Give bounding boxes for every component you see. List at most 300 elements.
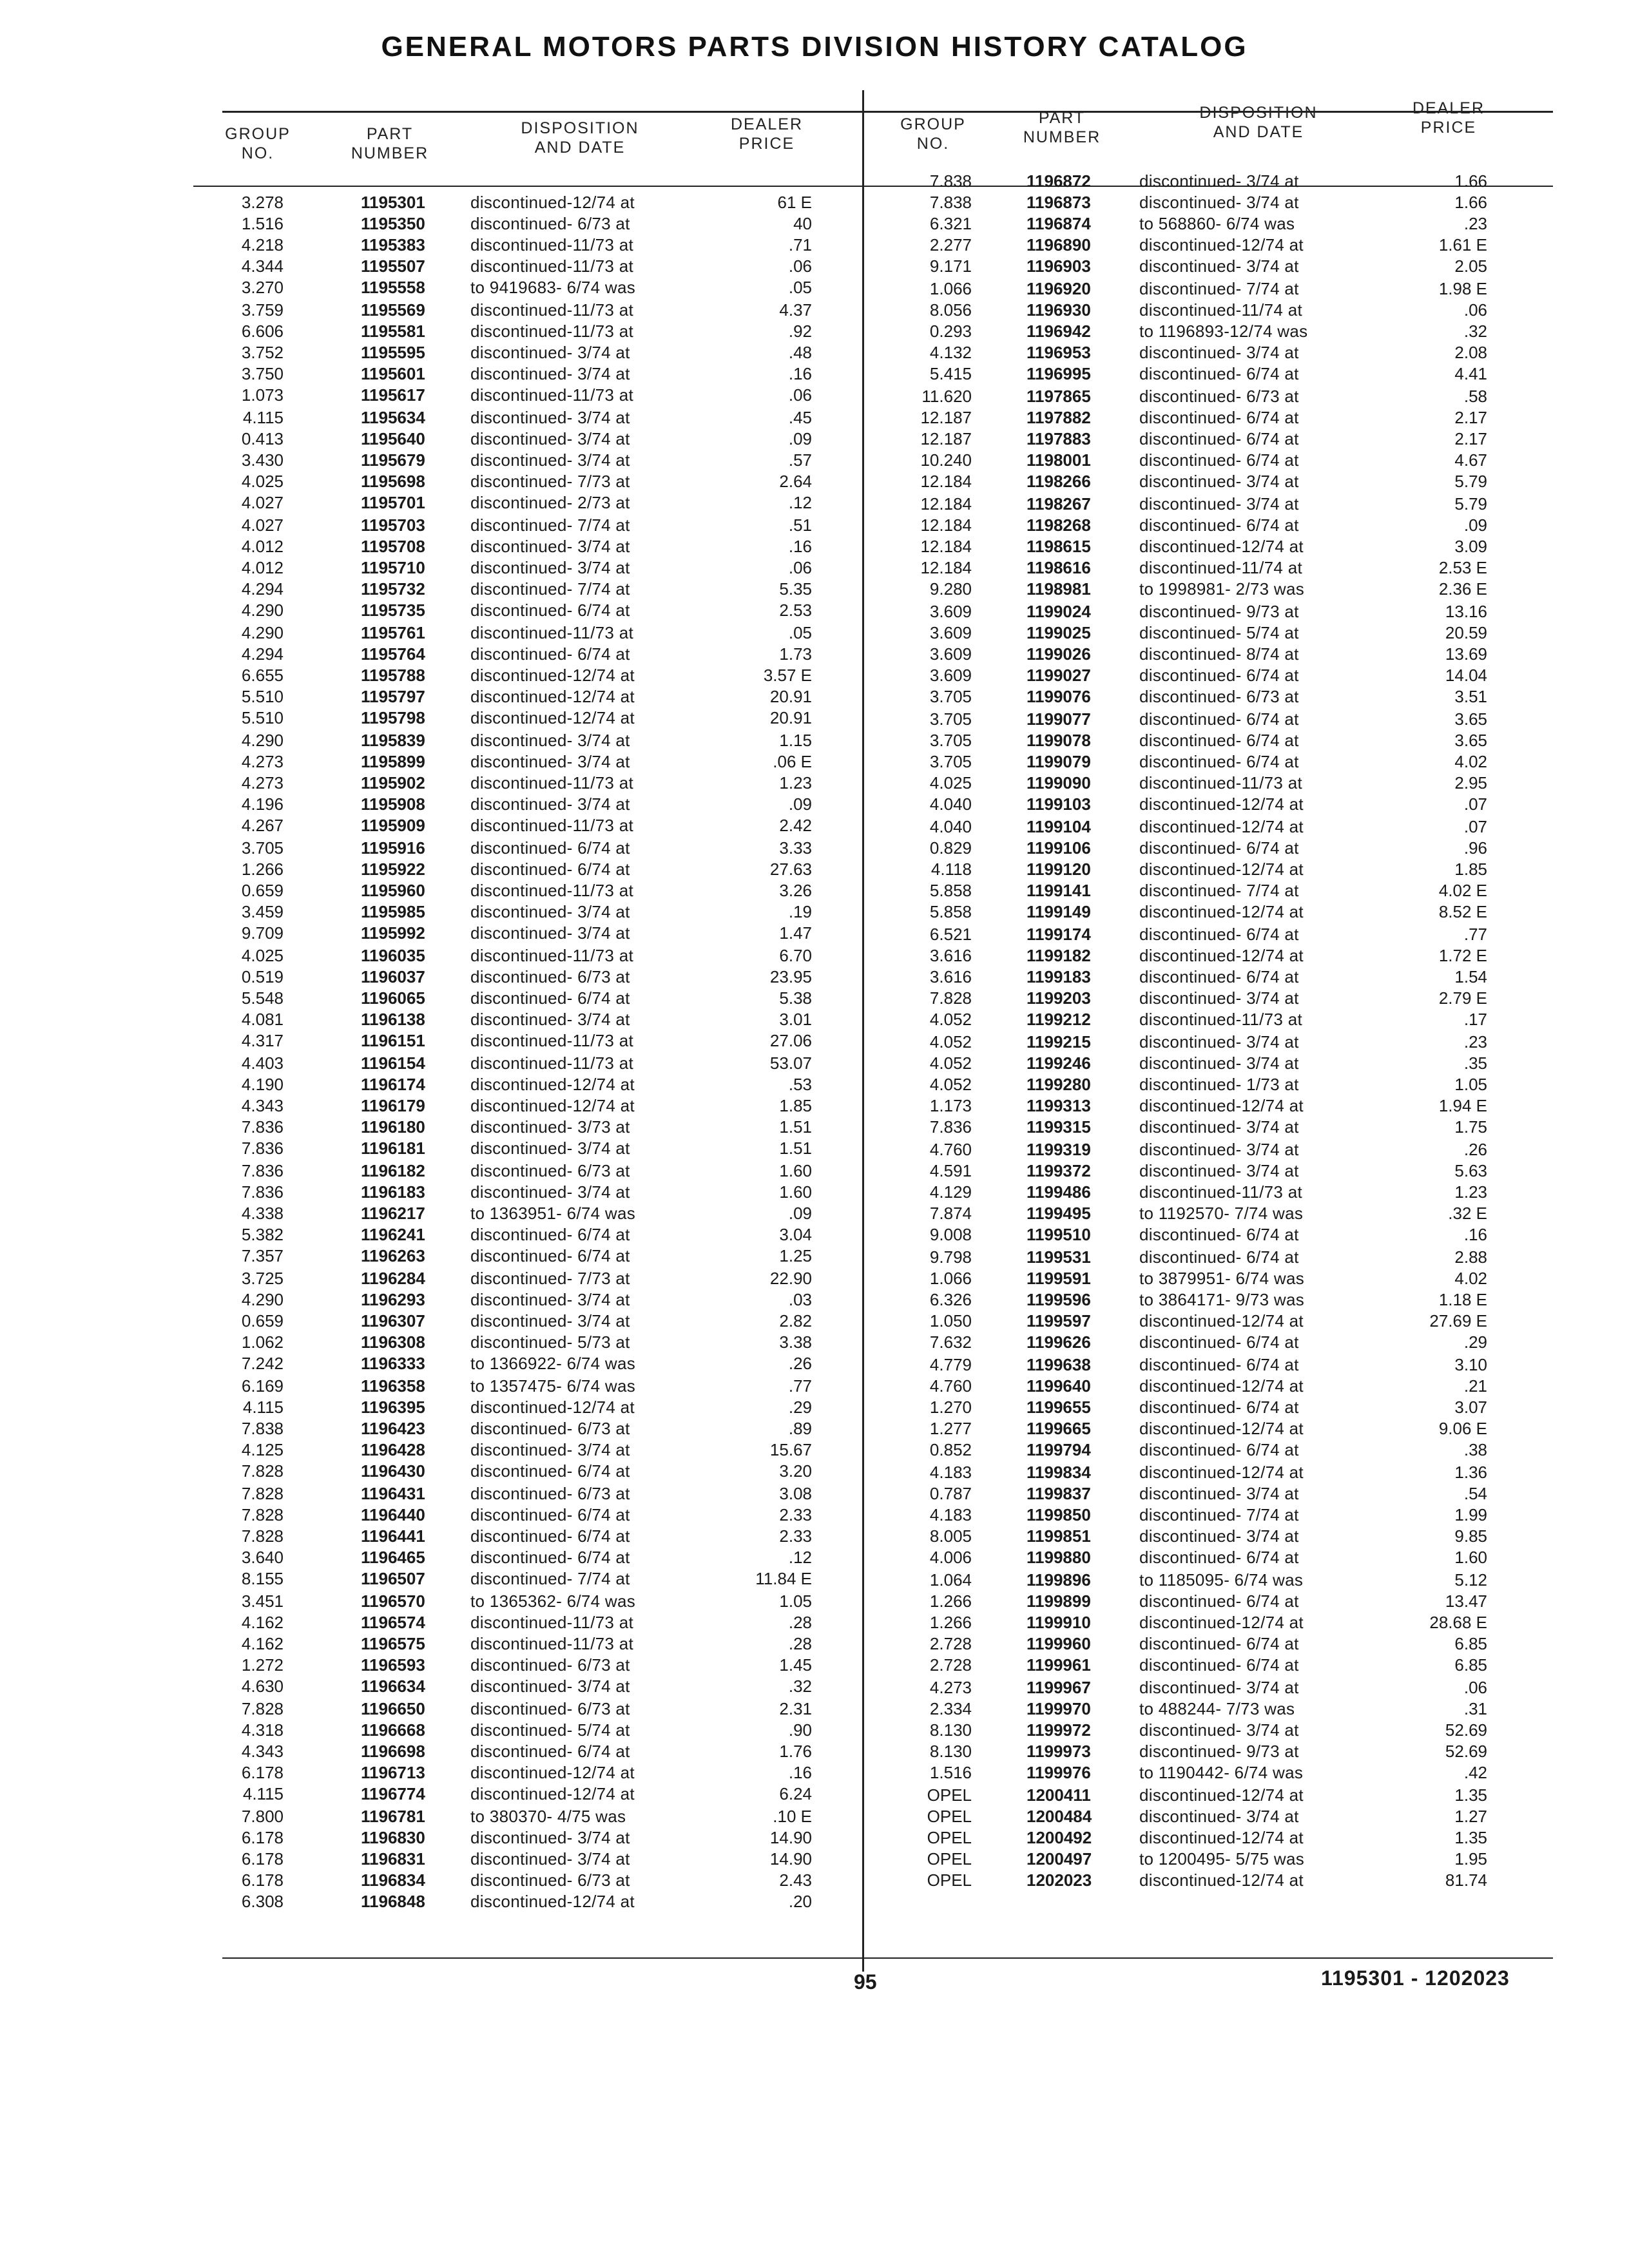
group-number: 4.129 (929, 1182, 972, 1202)
part-number: 1199896 (1027, 1570, 1091, 1590)
disposition: discontinued- 1/73 at (1139, 1075, 1299, 1094)
dealer-price: 1.36 (1454, 1463, 1487, 1482)
dealer-price: .21 (1463, 1376, 1487, 1396)
disposition: to 1366922- 6/74 was (470, 1354, 636, 1373)
group-number: 9.798 (929, 1247, 972, 1267)
disposition: discontinued-12/74 at (1139, 1785, 1304, 1805)
dealer-price: .57 (788, 450, 812, 470)
disposition: discontinued-12/74 at (1139, 1463, 1304, 1482)
dealer-price: 1.60 (779, 1182, 812, 1202)
group-number: 6.326 (929, 1290, 972, 1309)
group-number: 4.006 (929, 1548, 972, 1567)
part-number: 1196182 (361, 1161, 425, 1180)
disposition: discontinued- 3/74 at (1139, 1117, 1299, 1137)
part-number: 1199961 (1027, 1655, 1091, 1675)
group-number: 4.273 (241, 773, 284, 793)
disposition: discontinued- 9/73 at (1139, 1742, 1299, 1761)
part-number: 1196138 (361, 1010, 425, 1029)
part-number: 1199880 (1027, 1548, 1091, 1567)
part-number: 1196395 (361, 1398, 425, 1417)
part-number: 1198268 (1027, 515, 1091, 535)
part-number: 1195569 (361, 300, 425, 320)
bottom-rule (222, 1957, 1553, 1959)
dealer-price: 8.52 E (1438, 902, 1487, 921)
dealer-price: .16 (788, 537, 812, 556)
dealer-price: .26 (1463, 1140, 1487, 1159)
disposition: discontinued- 6/74 at (1139, 1247, 1299, 1267)
group-number: 7.874 (929, 1204, 972, 1223)
part-number: 1196903 (1027, 256, 1091, 276)
dealer-price: .77 (788, 1376, 812, 1396)
disposition: discontinued- 7/73 at (470, 472, 630, 491)
header-price: DEALER PRICE (730, 115, 804, 153)
dealer-price: 5.79 (1454, 472, 1487, 491)
disposition: discontinued-11/73 at (470, 623, 633, 642)
dealer-price: 1.35 (1454, 1785, 1487, 1805)
group-number: 4.290 (241, 623, 284, 642)
part-number: 1196570 (361, 1591, 425, 1611)
dealer-price: 1.05 (1454, 1075, 1487, 1094)
group-number: 1.266 (241, 860, 284, 879)
part-number: 1195708 (361, 537, 425, 556)
dealer-price: 14.04 (1445, 666, 1487, 685)
header-disposition: DISPOSITION AND DATE (1199, 104, 1318, 141)
dealer-price: 2.88 (1454, 1247, 1487, 1267)
disposition: discontinued- 3/74 at (470, 1677, 630, 1696)
part-number: 1199104 (1027, 817, 1091, 836)
group-number: 11.620 (921, 387, 972, 406)
dealer-price: 1.45 (779, 1655, 812, 1675)
dealer-price: .28 (788, 1634, 812, 1653)
dealer-price: .96 (1463, 838, 1487, 858)
group-number: 2.334 (929, 1699, 972, 1718)
part-number: 1199960 (1027, 1634, 1091, 1653)
dealer-price: .16 (788, 364, 812, 383)
group-number: 3.750 (241, 364, 284, 383)
dealer-price: 1.05 (779, 1591, 812, 1611)
dealer-price: .71 (788, 235, 812, 255)
dealer-price: .09 (788, 794, 812, 814)
part-number: 1196890 (1027, 235, 1091, 255)
disposition: discontinued- 7/74 at (1139, 279, 1299, 298)
group-number: 5.858 (929, 902, 972, 921)
dealer-price: .90 (788, 1720, 812, 1740)
disposition: discontinued-11/73 at (470, 946, 633, 965)
part-number: 1196423 (361, 1419, 425, 1438)
dealer-price: 1.85 (779, 1096, 812, 1115)
part-number: 1196465 (361, 1548, 425, 1567)
disposition: discontinued- 3/74 at (470, 1139, 630, 1158)
group-number: 2.277 (929, 235, 972, 255)
part-number: 1199078 (1027, 731, 1091, 750)
group-number: 2.728 (929, 1634, 972, 1653)
group-number: 3.609 (929, 644, 972, 664)
disposition: discontinued- 7/73 at (470, 1269, 630, 1288)
dealer-price: .07 (1463, 794, 1487, 814)
part-number: 1195640 (361, 429, 425, 448)
group-number: 3.430 (241, 450, 284, 470)
disposition: discontinued- 3/74 at (1139, 193, 1299, 212)
group-number: 3.609 (929, 623, 972, 642)
part-number: 1196634 (361, 1677, 425, 1696)
part-number: 1196774 (361, 1784, 425, 1803)
disposition: discontinued-12/74 at (470, 708, 635, 727)
part-number: 1196873 (1027, 193, 1091, 212)
group-number: 4.294 (241, 579, 284, 599)
part-range: 1195301 - 1202023 (1321, 1966, 1510, 1990)
disposition: discontinued- 6/74 at (470, 1742, 630, 1761)
disposition: discontinued- 7/74 at (470, 515, 630, 535)
group-number: 3.278 (241, 193, 284, 212)
right-column (882, 87, 1526, 1890)
disposition: discontinued- 7/74 at (470, 1569, 630, 1588)
disposition: discontinued- 3/74 at (470, 1849, 630, 1869)
disposition: discontinued-12/74 at (470, 1075, 635, 1094)
dealer-price: 1.66 (1454, 193, 1487, 212)
group-number: 4.290 (241, 731, 284, 750)
disposition: discontinued- 6/74 at (1139, 1591, 1299, 1611)
dealer-price: 3.65 (1454, 731, 1487, 750)
part-number: 1196307 (361, 1311, 425, 1331)
group-number: 4.294 (241, 644, 284, 664)
dealer-price: .32 E (1448, 1204, 1487, 1223)
part-number: 1199970 (1027, 1699, 1091, 1718)
group-number: 4.040 (929, 794, 972, 814)
dealer-price: 1.35 (1454, 1828, 1487, 1847)
disposition: to 1196893-12/74 was (1139, 322, 1308, 341)
dealer-price: 9.85 (1454, 1526, 1487, 1546)
disposition: discontinued- 3/74 at (1139, 1720, 1299, 1740)
disposition: discontinued-11/73 at (470, 1053, 633, 1073)
group-number: 0.413 (241, 429, 284, 448)
group-number: 6.606 (241, 322, 284, 341)
disposition: discontinued- 3/74 at (470, 558, 630, 577)
dealer-price: 2.82 (779, 1311, 812, 1331)
dealer-price: .35 (1463, 1053, 1487, 1073)
dealer-price: 11.84 E (755, 1569, 812, 1588)
group-number: 6.178 (241, 1870, 284, 1890)
disposition: discontinued-12/74 at (470, 1096, 635, 1115)
dealer-price: .48 (788, 343, 812, 362)
group-number: 1.266 (929, 1613, 972, 1632)
group-number: 3.759 (241, 300, 284, 320)
group-number: 7.828 (241, 1461, 284, 1481)
part-number: 1196151 (361, 1031, 425, 1050)
disposition: discontinued- 6/74 at (470, 601, 630, 620)
group-number: 4.317 (241, 1031, 284, 1050)
header-group: GROUP NO. (900, 115, 966, 153)
disposition: discontinued-11/73 at (1139, 773, 1302, 793)
dealer-price: 1.54 (1454, 967, 1487, 986)
part-number: 1199851 (1027, 1526, 1091, 1546)
group-number: 1.066 (929, 1269, 972, 1288)
group-number: 12.184 (920, 515, 972, 535)
dealer-price: 20.59 (1445, 623, 1487, 642)
disposition: discontinued-12/74 at (470, 1784, 635, 1803)
dealer-price: 27.63 (769, 860, 812, 879)
group-number: 7.632 (929, 1332, 972, 1352)
disposition: discontinued- 6/73 at (470, 967, 630, 986)
dealer-price: 5.12 (1454, 1570, 1487, 1590)
part-number: 1195617 (361, 385, 425, 405)
group-number: 4.344 (241, 256, 284, 276)
part-number: 1196713 (361, 1763, 425, 1782)
dealer-price: 1.95 (1454, 1849, 1487, 1869)
part-number: 1199090 (1027, 773, 1091, 793)
group-number: 6.655 (241, 666, 284, 685)
left-column (193, 97, 838, 1911)
dealer-price: 1.75 (1454, 1117, 1487, 1137)
dealer-price: 1.23 (1454, 1182, 1487, 1202)
dealer-price: 1.60 (779, 1161, 812, 1180)
dealer-price: .12 (788, 1548, 812, 1567)
disposition: discontinued-12/74 at (470, 1892, 635, 1911)
part-number: 1195595 (361, 343, 425, 362)
disposition: discontinued-12/74 at (1139, 1096, 1304, 1115)
disposition: discontinued- 6/74 at (1139, 515, 1299, 535)
disposition: discontinued-12/74 at (1139, 235, 1304, 255)
part-number: 1196333 (361, 1354, 425, 1373)
dealer-price: 13.69 (1445, 644, 1487, 664)
group-number: 12.184 (920, 558, 972, 577)
disposition: discontinued-11/73 at (470, 322, 633, 341)
part-number: 1195558 (361, 278, 425, 297)
disposition: discontinued- 6/73 at (1139, 387, 1299, 406)
disposition: discontinued- 7/74 at (470, 579, 630, 599)
part-number: 1199486 (1027, 1182, 1091, 1202)
group-number: 2.728 (929, 1655, 972, 1675)
disposition: discontinued-11/73 at (470, 1634, 633, 1653)
dealer-price: 2.33 (779, 1505, 812, 1524)
part-number: 1199850 (1027, 1505, 1091, 1524)
dealer-price: .54 (1463, 1484, 1487, 1503)
part-number: 1195908 (361, 794, 425, 814)
group-number: 1.516 (929, 1763, 972, 1782)
disposition: discontinued-12/74 at (1139, 1311, 1304, 1331)
disposition: discontinued- 3/74 at (470, 1290, 630, 1309)
group-number: 4.779 (929, 1355, 972, 1374)
header-disposition: DISPOSITION AND DATE (521, 119, 639, 157)
part-number: 1198266 (1027, 472, 1091, 491)
part-number: 1195922 (361, 860, 425, 879)
part-number: 1196065 (361, 988, 425, 1008)
dealer-price: 1.51 (779, 1139, 812, 1158)
dealer-price: 2.53 (779, 601, 812, 620)
group-number: 4.403 (241, 1053, 284, 1073)
right-column-header (882, 87, 1526, 174)
dealer-price: .05 (788, 623, 812, 642)
dealer-price: 6.85 (1454, 1634, 1487, 1653)
part-number: 1196431 (361, 1484, 425, 1503)
dealer-price: .32 (1463, 322, 1487, 341)
dealer-price: 1.60 (1454, 1548, 1487, 1567)
dealer-price: .28 (788, 1613, 812, 1632)
group-number: 4.267 (241, 816, 284, 835)
disposition: discontinued- 3/73 at (470, 1117, 630, 1137)
dealer-price: .09 (1463, 515, 1487, 535)
group-number: 4.115 (242, 1784, 284, 1803)
dealer-price: 1.15 (779, 731, 812, 750)
disposition: discontinued- 3/74 at (470, 794, 630, 814)
part-number: 1196953 (1027, 343, 1091, 362)
group-number: 5.548 (241, 988, 284, 1008)
dealer-price: 1.51 (779, 1117, 812, 1137)
part-number: 1199027 (1027, 666, 1091, 685)
part-number: 1199076 (1027, 687, 1091, 706)
dealer-price: 3.07 (1454, 1398, 1487, 1417)
disposition: discontinued- 6/74 at (1139, 1655, 1299, 1675)
disposition: discontinued-11/73 at (1139, 1182, 1302, 1202)
disposition: discontinued- 6/74 at (1139, 1634, 1299, 1653)
group-number: 8.130 (929, 1720, 972, 1740)
column-divider (862, 90, 864, 1972)
dealer-price: 1.23 (779, 773, 812, 793)
disposition: to 1190442- 6/74 was (1139, 1763, 1304, 1782)
dealer-price: 3.26 (779, 881, 812, 900)
part-number: 1200411 (1027, 1785, 1091, 1805)
disposition: discontinued- 3/74 at (470, 343, 630, 362)
dealer-price: 14.90 (769, 1828, 812, 1847)
dealer-price: 1.99 (1454, 1505, 1487, 1524)
group-number: 6.521 (929, 925, 972, 944)
disposition: discontinued- 3/74 at (470, 364, 630, 383)
group-number: 4.162 (241, 1613, 284, 1632)
group-number: 9.709 (241, 923, 284, 943)
part-number: 1196507 (361, 1569, 425, 1588)
part-number: 1195992 (361, 923, 425, 943)
dealer-price: 81.74 (1445, 1870, 1487, 1890)
dealer-price: 14.90 (769, 1849, 812, 1869)
disposition: discontinued-12/74 at (1139, 1376, 1304, 1396)
dealer-price: .89 (788, 1419, 812, 1438)
dealer-price: 3.20 (779, 1461, 812, 1481)
disposition: discontinued- 6/73 at (470, 1699, 630, 1718)
dealer-price: 3.08 (779, 1484, 812, 1503)
disposition: discontinued-12/74 at (1139, 902, 1304, 921)
disposition: discontinued-12/74 at (1139, 1613, 1304, 1632)
group-number: 0.852 (929, 1440, 972, 1459)
disposition: discontinued- 3/74 at (1139, 256, 1299, 276)
group-number: 7.357 (241, 1246, 284, 1265)
dealer-price: .53 (788, 1075, 812, 1094)
part-number: 1195764 (361, 644, 425, 664)
dealer-price: 13.16 (1445, 602, 1487, 621)
dealer-price: .06 (788, 385, 812, 405)
disposition: discontinued-12/74 at (1139, 946, 1304, 965)
dealer-price: 5.63 (1454, 1161, 1487, 1180)
group-number: 1.066 (929, 279, 972, 298)
header-part: PART NUMBER (351, 125, 429, 162)
part-number: 1195634 (361, 408, 425, 427)
disposition: discontinued-11/73 at (470, 773, 633, 793)
group-number: 1.270 (929, 1398, 972, 1417)
group-number: 3.616 (929, 946, 972, 965)
disposition: discontinued- 3/74 at (1139, 343, 1299, 362)
group-number: 4.218 (241, 235, 284, 255)
group-number: 4.273 (929, 1678, 972, 1697)
part-number: 1195985 (361, 902, 425, 921)
dealer-price: .19 (788, 902, 812, 921)
disposition: discontinued- 6/74 at (1139, 925, 1299, 944)
group-number: 4.081 (241, 1010, 284, 1029)
part-number: 1196440 (361, 1505, 425, 1524)
part-number: 1196650 (361, 1699, 425, 1718)
dealer-price: 61 E (777, 193, 812, 212)
dealer-price: .51 (788, 515, 812, 535)
part-number: 1195735 (361, 601, 425, 620)
dealer-price: 4.02 (1454, 1269, 1487, 1288)
disposition: discontinued-12/74 at (470, 1763, 635, 1782)
disposition: discontinued- 6/74 at (470, 1246, 630, 1265)
group-number: 3.459 (241, 902, 284, 921)
part-number: 1196831 (361, 1849, 425, 1869)
disposition: discontinued- 6/74 at (470, 644, 630, 664)
group-number: 4.027 (241, 515, 284, 535)
part-number: 1196217 (361, 1204, 425, 1223)
disposition: discontinued-11/73 at (470, 881, 633, 900)
group-number: 4.052 (929, 1010, 972, 1029)
disposition: discontinued- 6/74 at (470, 1548, 630, 1567)
dealer-price: .26 (788, 1354, 812, 1373)
part-number: 1196263 (361, 1246, 425, 1265)
dealer-price: 4.67 (1454, 450, 1487, 470)
group-number: 8.005 (929, 1526, 972, 1546)
disposition: discontinued-11/73 at (470, 385, 633, 405)
group-number: 4.290 (241, 601, 284, 620)
group-number: 4.591 (929, 1161, 972, 1180)
group-number: 1.050 (929, 1311, 972, 1331)
group-number: 12.184 (920, 494, 972, 514)
part-number: 1198615 (1027, 537, 1091, 556)
group-number: 4.040 (929, 817, 972, 836)
disposition: to 1365362- 6/74 was (470, 1591, 636, 1611)
disposition: discontinued- 3/74 at (470, 408, 630, 427)
dealer-price: 3.01 (779, 1010, 812, 1029)
part-number: 1195761 (361, 623, 425, 642)
dealer-price: 3.65 (1454, 709, 1487, 729)
disposition: to 3864171- 9/73 was (1139, 1290, 1305, 1309)
dealer-price: 4.37 (779, 300, 812, 320)
dealer-price: .20 (788, 1892, 812, 1911)
dealer-price: 1.98 E (1438, 279, 1487, 298)
part-number: 1199079 (1027, 752, 1091, 771)
disposition: discontinued- 6/74 at (470, 1225, 630, 1244)
part-number: 1199665 (1027, 1419, 1091, 1438)
dealer-price: .06 E (773, 752, 812, 771)
dealer-price: 1.47 (779, 923, 812, 943)
disposition: discontinued- 6/74 at (1139, 1332, 1299, 1352)
part-number: 1199215 (1027, 1032, 1091, 1052)
part-number: 1196428 (361, 1440, 425, 1459)
part-number: 1199899 (1027, 1591, 1091, 1611)
disposition: discontinued-11/73 at (1139, 1010, 1302, 1029)
dealer-price: 5.79 (1454, 494, 1487, 514)
group-number: 3.705 (929, 731, 972, 750)
part-number: 1196874 (1027, 214, 1091, 233)
group-number: 4.190 (241, 1075, 284, 1094)
disposition: discontinued- 5/74 at (470, 1720, 630, 1740)
group-number: OPEL (927, 1849, 972, 1869)
disposition: to 488244- 7/73 was (1139, 1699, 1295, 1718)
part-number: 1196830 (361, 1828, 425, 1847)
part-number: 1199026 (1027, 644, 1091, 664)
part-number: 1196308 (361, 1332, 425, 1352)
part-number: 1197883 (1027, 429, 1091, 448)
disposition: discontinued- 3/74 at (1139, 1032, 1299, 1052)
dealer-price: .23 (1463, 214, 1487, 233)
part-number: 1199120 (1027, 860, 1091, 879)
group-number: 3.725 (241, 1269, 284, 1288)
